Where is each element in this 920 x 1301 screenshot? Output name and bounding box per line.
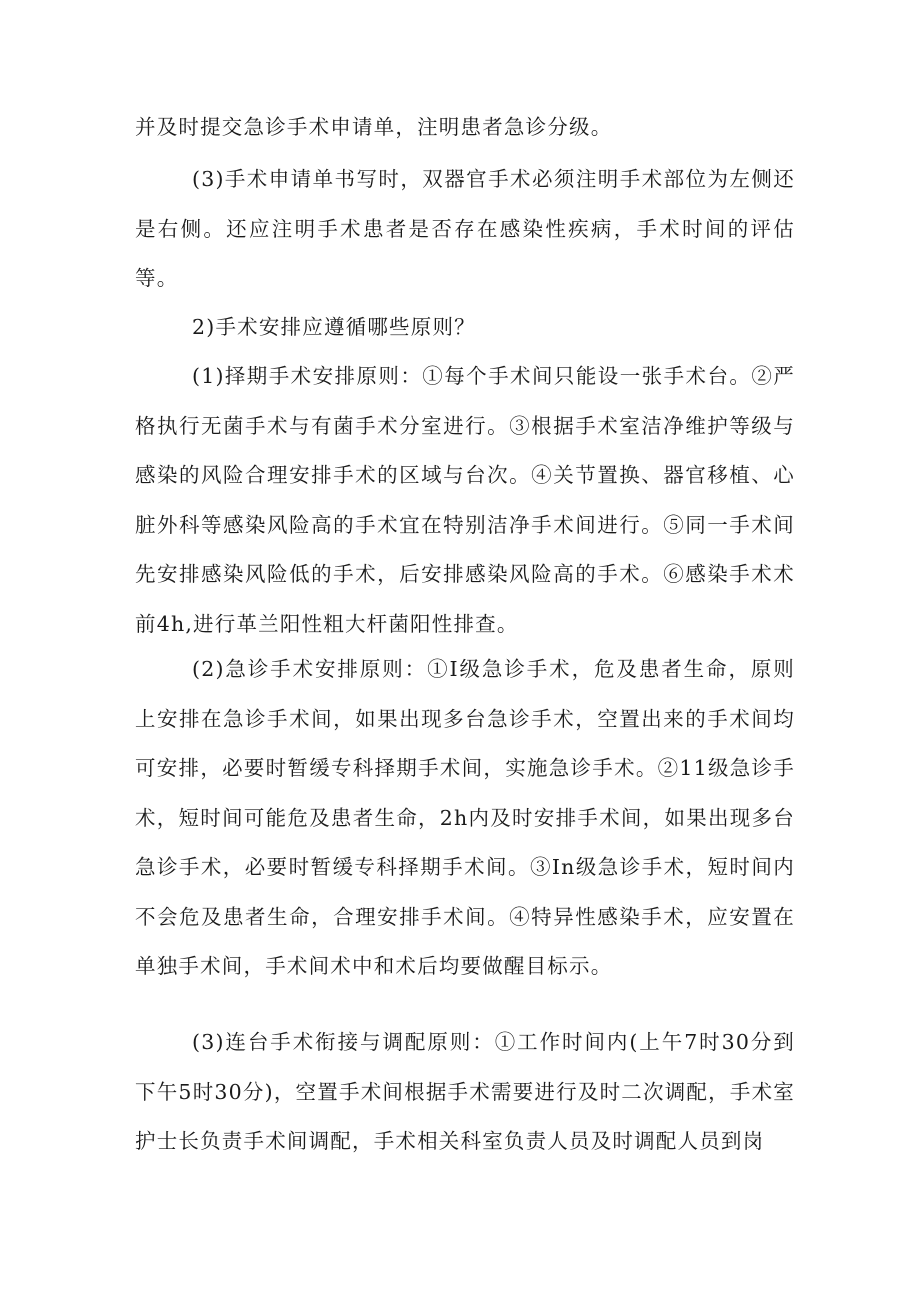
paragraph-consecutive-surgery: (3)连台手术衔接与调配原则：①工作时间内(上午7时30分到下午5时30分)，空置手术间根据手术需要进行及时二次调配，手术室护士长负责手术间调配，手术相关科室负责人员及时调配人员到岗 <box>135 1030 795 1153</box>
paragraph-emergency-surgery: (2)急诊手术安排原则：①I级急诊手术，危及患者生命，原则上安排在急诊手术间，如果出现多台急诊手术，空置出来的手术间均可安排，必要时暂缓专科择期手术间，实施急诊手术。②11级急诊手术，短时间可能危及患者生命，2h内及时安排手术间，如果出现多台急诊手术，必要时暂缓专科择期手术间。③In级急诊手术，短时间内不会危及患者生命，合理安排手术间。④特异性感染手术，应安置在单独手术间，手术间术中和术后均要做醒目标示。 <box>135 657 795 978</box>
paragraph-elective-surgery: (1)择期手术安排原则：①每个手术间只能设一张手术台。②严格执行无菌手术与有菌手术分室进行。③根据手术室洁净维护等级与感染的风险合理安排手术的区域与台次。④关节置换、器官移植、心脏外科等感染风险高的手术宜在特别洁净手术间进行。⑤同一手术间先安排感染风险低的手术，后安排感染风险高的手术。⑥感染手术术前4h,进行革兰阳性粗大杆菌阳性排查。 <box>135 364 795 636</box>
section-heading-scheduling-principles: 2)手术安排应遵循哪些原则？ <box>192 315 476 339</box>
paragraph-continuation: 并及时提交急诊手术申请单，注明患者急诊分级。 <box>135 115 613 139</box>
paragraph-application-form: (3)手术申请单书写时，双器官手术必须注明手术部位为左侧还是右侧。还应注明手术患者是否存在感染性疾病，手术时间的评估等。 <box>135 167 795 290</box>
